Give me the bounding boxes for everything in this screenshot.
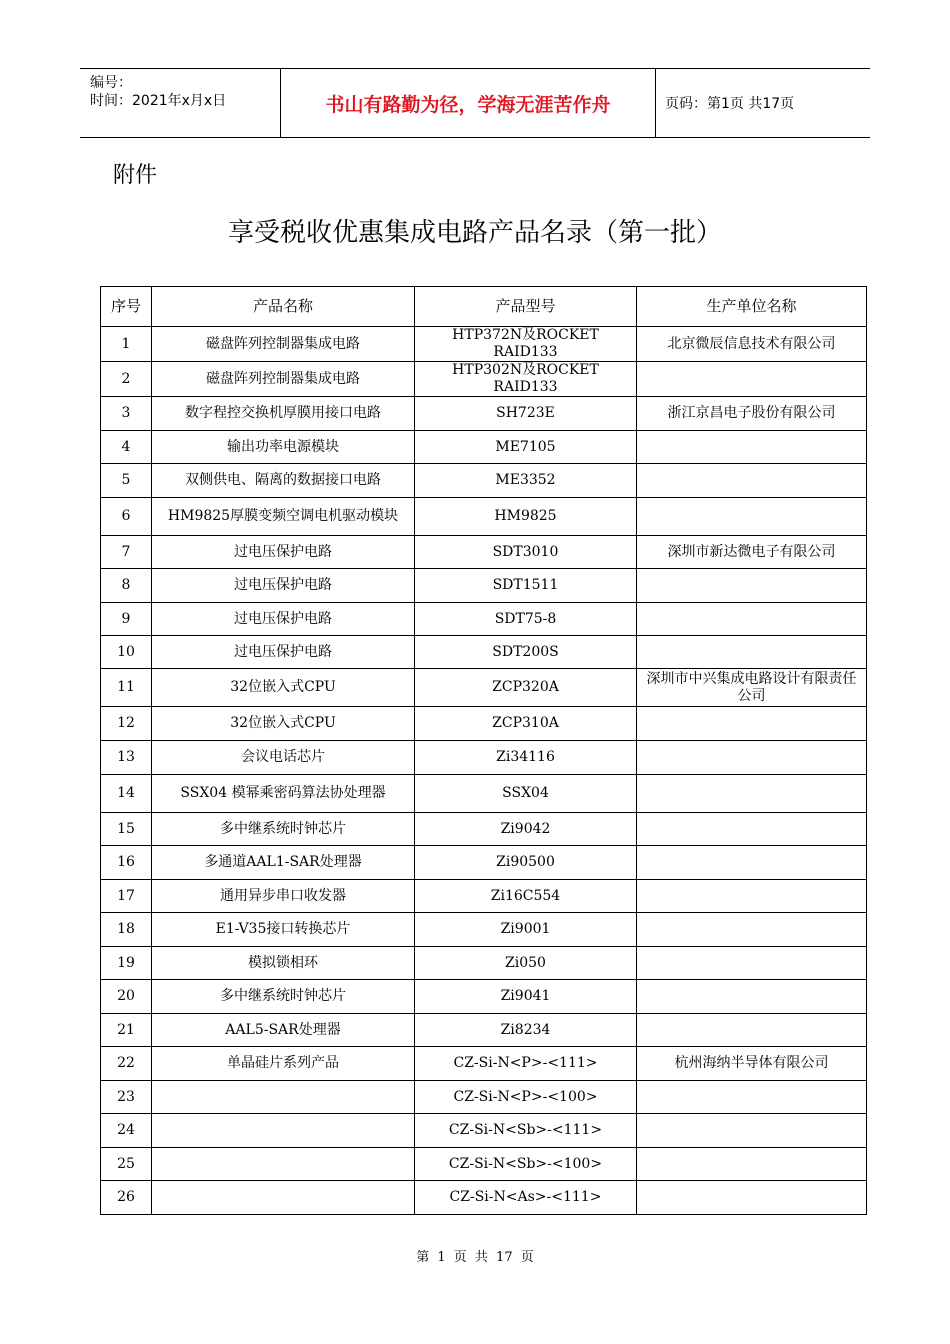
cell-maker bbox=[637, 913, 867, 947]
header-model: 产品型号 bbox=[415, 287, 637, 327]
cell-no: 7 bbox=[101, 536, 152, 569]
cell-maker bbox=[637, 813, 867, 846]
cell-no: 17 bbox=[101, 880, 152, 913]
table-row bbox=[101, 464, 867, 498]
cell-model: Zi050 bbox=[415, 947, 637, 980]
table-row bbox=[101, 980, 867, 1014]
cell-model: ZCP310A bbox=[415, 707, 637, 741]
cell-no: 20 bbox=[101, 980, 152, 1014]
table-row bbox=[101, 1114, 867, 1148]
cell-model: SDT75-8 bbox=[415, 603, 637, 636]
cell-model: HTP372N及ROCKET RAID133 bbox=[415, 327, 637, 362]
header-motto: 书山有路勤为径，学海无涯苦作舟 bbox=[280, 69, 656, 137]
cell-maker bbox=[637, 846, 867, 880]
cell-maker bbox=[637, 880, 867, 913]
cell-no: 12 bbox=[101, 707, 152, 741]
cell-name: 通用异步串口收发器 bbox=[152, 880, 415, 913]
cell-name: 磁盘阵列控制器集成电路 bbox=[152, 327, 415, 362]
cell-maker bbox=[637, 1181, 867, 1215]
cell-model: ME7105 bbox=[415, 431, 637, 464]
cell-model: CZ-Si-N<Sb>-<100> bbox=[415, 1148, 637, 1181]
cell-maker bbox=[637, 1148, 867, 1181]
table-row bbox=[101, 362, 867, 397]
cell-no: 13 bbox=[101, 741, 152, 775]
table-row bbox=[101, 636, 867, 669]
cell-model: HM9825 bbox=[415, 498, 637, 536]
cell-model: CZ-Si-N<P>-<111> bbox=[415, 1047, 637, 1081]
cell-maker bbox=[637, 1014, 867, 1047]
cell-name: 模拟锁相环 bbox=[152, 947, 415, 980]
cell-model: SDT3010 bbox=[415, 536, 637, 569]
cell-maker bbox=[637, 636, 867, 669]
cell-maker bbox=[637, 775, 867, 813]
cell-model: CZ-Si-N<P>-<100> bbox=[415, 1081, 637, 1114]
cell-name: 过电压保护电路 bbox=[152, 569, 415, 603]
cell-no: 23 bbox=[101, 1081, 152, 1114]
cell-model: CZ-Si-N<Sb>-<111> bbox=[415, 1114, 637, 1148]
cell-maker: 深圳市中兴集成电路设计有限责任公司 bbox=[637, 669, 867, 707]
table-row bbox=[101, 846, 867, 880]
document-header bbox=[80, 68, 870, 138]
cell-no: 16 bbox=[101, 846, 152, 880]
table-row bbox=[101, 707, 867, 741]
header-meta bbox=[80, 69, 280, 137]
cell-name: 过电压保护电路 bbox=[152, 536, 415, 569]
cell-name: 过电压保护电路 bbox=[152, 636, 415, 669]
cell-model: Zi9042 bbox=[415, 813, 637, 846]
cell-no: 2 bbox=[101, 362, 152, 397]
cell-no: 5 bbox=[101, 464, 152, 498]
cell-name bbox=[152, 1114, 415, 1148]
cell-name: 多中继系统时钟芯片 bbox=[152, 980, 415, 1014]
cell-no: 10 bbox=[101, 636, 152, 669]
cell-no: 19 bbox=[101, 947, 152, 980]
cell-maker bbox=[637, 1081, 867, 1114]
cell-no: 14 bbox=[101, 775, 152, 813]
cell-maker bbox=[637, 603, 867, 636]
table-row bbox=[101, 327, 867, 362]
page-title: 享受税收优惠集成电路产品名录（第一批） bbox=[227, 218, 722, 248]
cell-maker bbox=[637, 431, 867, 464]
cell-name: 多中继系统时钟芯片 bbox=[152, 813, 415, 846]
cell-no: 26 bbox=[101, 1181, 152, 1215]
cell-no: 4 bbox=[101, 431, 152, 464]
cell-maker bbox=[637, 947, 867, 980]
cell-no: 25 bbox=[101, 1148, 152, 1181]
table-row bbox=[101, 1014, 867, 1047]
cell-no: 24 bbox=[101, 1114, 152, 1148]
cell-no: 15 bbox=[101, 813, 152, 846]
table-row bbox=[101, 913, 867, 947]
table-row bbox=[101, 880, 867, 913]
cell-maker: 北京微辰信息技术有限公司 bbox=[637, 327, 867, 362]
table-row bbox=[101, 1047, 867, 1081]
cell-name: 32位嵌入式CPU bbox=[152, 707, 415, 741]
cell-name bbox=[152, 1181, 415, 1215]
cell-maker bbox=[637, 1114, 867, 1148]
cell-model: ME3352 bbox=[415, 464, 637, 498]
cell-maker: 浙江京昌电子股份有限公司 bbox=[637, 397, 867, 431]
cell-model: SSX04 bbox=[415, 775, 637, 813]
page-footer: 第 1 页 共 17 页 bbox=[416, 1250, 534, 1265]
table-row bbox=[101, 813, 867, 846]
cell-model: HTP302N及ROCKET RAID133 bbox=[415, 362, 637, 397]
cell-maker bbox=[637, 498, 867, 536]
cell-name: 单晶硅片系列产品 bbox=[152, 1047, 415, 1081]
cell-name: E1-V35接口转换芯片 bbox=[152, 913, 415, 947]
cell-name: SSX04 模幂乘密码算法协处理器 bbox=[152, 775, 415, 813]
cell-model: Zi9001 bbox=[415, 913, 637, 947]
cell-name bbox=[152, 1081, 415, 1114]
cell-model: CZ-Si-N<As>-<111> bbox=[415, 1181, 637, 1215]
cell-no: 6 bbox=[101, 498, 152, 536]
table-row bbox=[101, 1181, 867, 1215]
table-row bbox=[101, 397, 867, 431]
number-label: 编号： bbox=[90, 75, 132, 91]
header-maker: 生产单位名称 bbox=[637, 287, 867, 327]
cell-model: SDT1511 bbox=[415, 569, 637, 603]
cell-name: HM9825厚膜变频空调电机驱动模块 bbox=[152, 498, 415, 536]
table-row bbox=[101, 947, 867, 980]
cell-name: 32位嵌入式CPU bbox=[152, 669, 415, 707]
cell-name: AAL5-SAR处理器 bbox=[152, 1014, 415, 1047]
table-row bbox=[101, 498, 867, 536]
cell-no: 21 bbox=[101, 1014, 152, 1047]
cell-maker bbox=[637, 464, 867, 498]
cell-no: 1 bbox=[101, 327, 152, 362]
cell-name: 输出功率电源模块 bbox=[152, 431, 415, 464]
cell-maker bbox=[637, 741, 867, 775]
cell-no: 8 bbox=[101, 569, 152, 603]
table-row bbox=[101, 536, 867, 569]
cell-name bbox=[152, 1148, 415, 1181]
table-row bbox=[101, 669, 867, 707]
table-row bbox=[101, 1148, 867, 1181]
cell-model: Zi8234 bbox=[415, 1014, 637, 1047]
cell-maker bbox=[637, 362, 867, 397]
table-row bbox=[101, 741, 867, 775]
header-no bbox=[101, 287, 152, 327]
cell-model: ZCP320A bbox=[415, 669, 637, 707]
cell-model: Zi16C554 bbox=[415, 880, 637, 913]
table-header-row bbox=[101, 287, 867, 327]
table-row bbox=[101, 775, 867, 813]
table-row bbox=[101, 569, 867, 603]
cell-name: 多通道AAL1-SAR处理器 bbox=[152, 846, 415, 880]
cell-model: Zi9041 bbox=[415, 980, 637, 1014]
cell-maker bbox=[637, 707, 867, 741]
cell-model: Zi34116 bbox=[415, 741, 637, 775]
cell-maker bbox=[637, 569, 867, 603]
cell-name: 过电压保护电路 bbox=[152, 603, 415, 636]
cell-maker: 深圳市新达微电子有限公司 bbox=[637, 536, 867, 569]
cell-no: 3 bbox=[101, 397, 152, 431]
cell-no: 11 bbox=[101, 669, 152, 707]
header-name: 产品名称 bbox=[152, 287, 415, 327]
table-body bbox=[101, 327, 867, 1215]
cell-name: 磁盘阵列控制器集成电路 bbox=[152, 362, 415, 397]
cell-no: 9 bbox=[101, 603, 152, 636]
cell-no: 22 bbox=[101, 1047, 152, 1081]
cell-model: SDT200S bbox=[415, 636, 637, 669]
attachment-label: 附件 bbox=[113, 163, 158, 188]
table-row bbox=[101, 603, 867, 636]
table-row bbox=[101, 1081, 867, 1114]
header-page-info: 页码：第1页 共17页 bbox=[665, 96, 795, 112]
cell-no: 18 bbox=[101, 913, 152, 947]
product-table bbox=[100, 286, 867, 1215]
cell-name: 双侧供电、隔离的数据接口电路 bbox=[152, 464, 415, 498]
cell-maker: 杭州海纳半导体有限公司 bbox=[637, 1047, 867, 1081]
cell-name: 会议电话芯片 bbox=[152, 741, 415, 775]
cell-model: Zi90500 bbox=[415, 846, 637, 880]
cell-model: SH723E bbox=[415, 397, 637, 431]
time-label: 时间：2021年x月x日 bbox=[90, 93, 227, 109]
table-row bbox=[101, 431, 867, 464]
header-no-text: 序号 bbox=[111, 297, 142, 315]
cell-maker bbox=[637, 980, 867, 1014]
cell-name: 数字程控交换机厚膜用接口电路 bbox=[152, 397, 415, 431]
